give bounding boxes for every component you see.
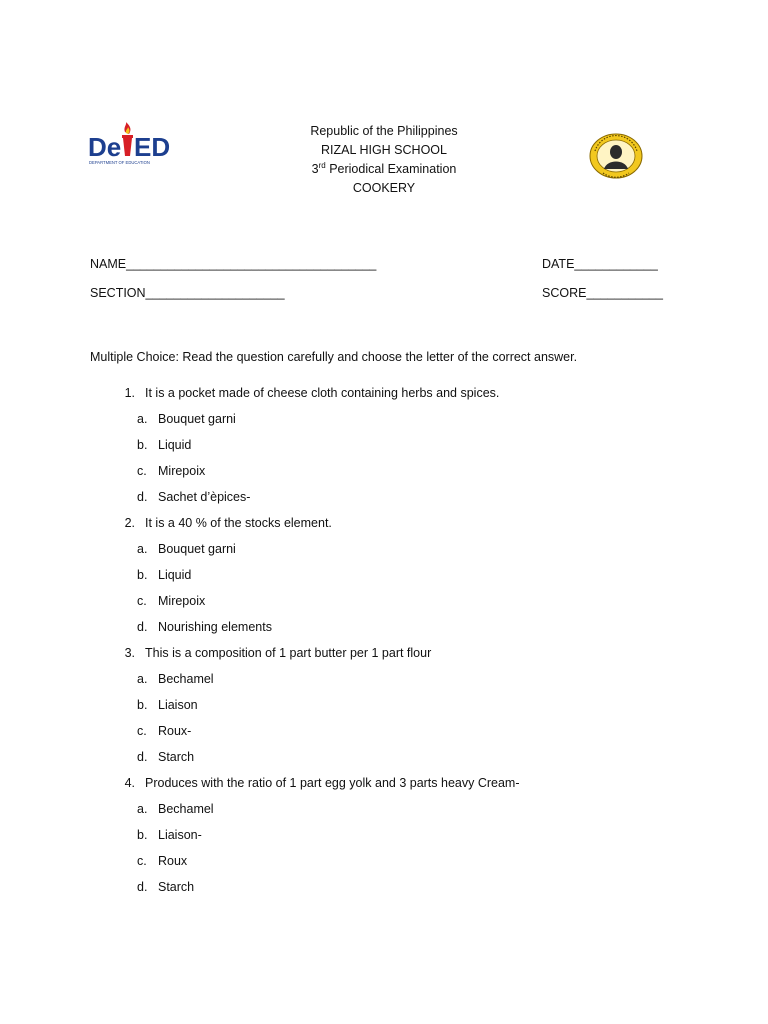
instructions-text: Multiple Choice: Read the question carefully and choose the letter of the correct answer.: [90, 350, 578, 364]
deped-logo: [88, 122, 172, 168]
exam-title: [234, 160, 534, 179]
choice-text: Nourishing elements: [158, 620, 272, 634]
choice-letter: a.: [137, 542, 148, 556]
name-field[interactable]: NAME____________________________________: [90, 257, 377, 271]
deped-logo-text-right: ED: [134, 132, 171, 162]
choice-item[interactable]: [90, 828, 690, 854]
section-field[interactable]: SECTION____________________: [90, 286, 285, 300]
choice-letter: b.: [137, 828, 148, 842]
school-name: RIZAL HIGH SCHOOL: [321, 143, 447, 157]
choice-text: Liquid: [158, 438, 192, 452]
choice-item[interactable]: [90, 802, 690, 828]
exam-number-suffix: rd: [318, 160, 326, 170]
choice-letter: d.: [137, 490, 148, 504]
choice-item[interactable]: [90, 594, 690, 620]
choice-letter: b.: [137, 698, 148, 712]
choice-text: Roux-: [158, 724, 192, 738]
choice-letter: b.: [137, 438, 148, 452]
torch-icon: [122, 122, 133, 156]
choice-letter: d.: [137, 750, 148, 764]
choice-text: Starch: [158, 750, 195, 764]
choice-letter: c.: [137, 594, 147, 608]
question-line: [90, 776, 690, 802]
choice-letter: c.: [137, 724, 147, 738]
choice-text: Bouquet garni: [158, 412, 236, 426]
choice-item[interactable]: [90, 880, 690, 906]
choice-item[interactable]: [90, 464, 690, 490]
choice-text: Bechamel: [158, 672, 214, 686]
date-field[interactable]: DATE____________: [542, 257, 658, 271]
choice-text: Bechamel: [158, 802, 214, 816]
deped-logo-text-left: De: [88, 132, 122, 162]
question-1: [90, 386, 690, 516]
exam-header: [234, 122, 534, 198]
choice-item[interactable]: [90, 412, 690, 438]
deped-logo-subtext: DEPARTMENT OF EDUCATION: [89, 160, 150, 165]
question-number: 4.: [124, 776, 135, 790]
choice-text: Mirepoix: [158, 464, 206, 478]
question-line: [90, 386, 690, 412]
choice-text: Liaison-: [158, 828, 202, 842]
choice-item[interactable]: [90, 438, 690, 464]
choice-text: Liquid: [158, 568, 192, 582]
question-number: 3.: [124, 646, 135, 660]
question-line: [90, 516, 690, 542]
country-name: Republic of the Philippines: [310, 124, 458, 138]
choice-text: Roux: [158, 854, 188, 868]
choice-item[interactable]: [90, 698, 690, 724]
score-field[interactable]: SCORE___________: [542, 286, 663, 300]
choice-text: Starch: [158, 880, 195, 894]
choice-item[interactable]: [90, 724, 690, 750]
question-line: [90, 646, 690, 672]
question-text: This is a composition of 1 part butter per 1 part flour: [145, 646, 432, 660]
question-number: 1.: [124, 386, 135, 400]
exam-number: 3: [311, 162, 319, 176]
question-3: [90, 646, 690, 776]
question-text: Produces with the ratio of 1 part egg yolk and 3 parts heavy Cream-: [145, 776, 520, 790]
choice-text: Liaison: [158, 698, 198, 712]
question-list: [90, 386, 690, 906]
subject-name: COOKERY: [352, 181, 416, 195]
question-4: [90, 776, 690, 906]
school-seal-logo: [589, 133, 643, 179]
choice-letter: c.: [137, 854, 147, 868]
choice-item[interactable]: [90, 542, 690, 568]
choice-item[interactable]: [90, 672, 690, 698]
choice-item[interactable]: [90, 568, 690, 594]
choice-letter: b.: [137, 568, 148, 582]
choice-item[interactable]: [90, 490, 690, 516]
question-number: 2.: [124, 516, 135, 530]
choice-letter: a.: [137, 412, 148, 426]
exam-title-text: Periodical Examination: [329, 162, 457, 176]
choice-letter: c.: [137, 464, 147, 478]
question-text: It is a pocket made of cheese cloth containing herbs and spices.: [145, 386, 500, 400]
choice-text: Bouquet garni: [158, 542, 236, 556]
choice-letter: d.: [137, 880, 148, 894]
choice-item[interactable]: [90, 750, 690, 776]
choice-item[interactable]: [90, 620, 690, 646]
choice-letter: a.: [137, 672, 148, 686]
choice-letter: a.: [137, 802, 148, 816]
question-2: [90, 516, 690, 646]
choice-text: Mirepoix: [158, 594, 206, 608]
choice-item[interactable]: [90, 854, 690, 880]
question-text: It is a 40 % of the stocks element.: [145, 516, 332, 530]
choice-letter: d.: [137, 620, 148, 634]
choice-text: Sachet d’èpices-: [158, 490, 251, 504]
